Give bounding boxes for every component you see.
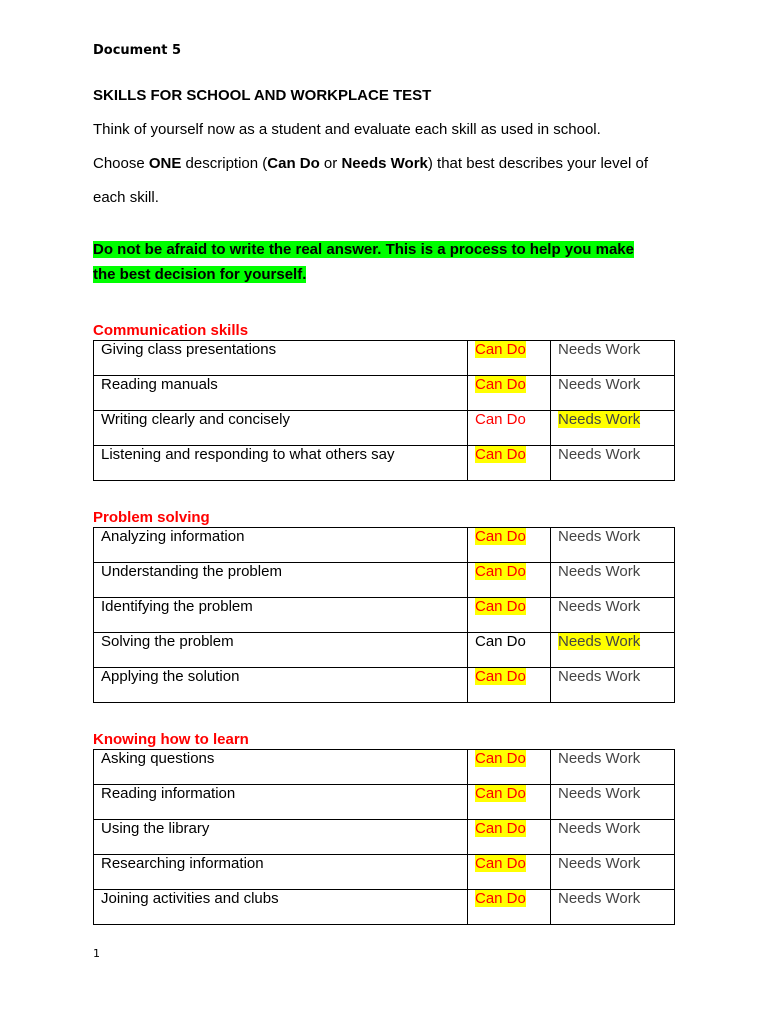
option-needs-work[interactable] <box>551 598 675 633</box>
option-needs-work-label: Needs Work <box>558 341 641 358</box>
option-can-do-label: Can Do <box>475 341 526 358</box>
skill-name: Giving class presentations <box>94 341 468 376</box>
skill-name: Researching information <box>94 855 468 890</box>
option-can-do-label: Can Do <box>475 785 526 802</box>
option-needs-work[interactable] <box>551 411 675 446</box>
option-can-do-label: Can Do <box>475 750 526 767</box>
page-title: SKILLS FOR SCHOOL AND WORKPLACE TEST <box>93 87 432 104</box>
table-row <box>94 411 675 446</box>
intro-line-1: Think of yourself now as a student and evaluate each skill as used in school. <box>93 121 601 138</box>
table-row <box>94 598 675 633</box>
option-can-do[interactable] <box>468 563 551 598</box>
option-can-do-label: Can Do <box>475 633 526 650</box>
option-can-do-label: Can Do <box>475 528 526 545</box>
option-needs-work[interactable] <box>551 668 675 703</box>
table-row <box>94 750 675 785</box>
option-can-do-label: Can Do <box>475 668 526 685</box>
option-can-do-label: Can Do <box>475 411 526 428</box>
option-needs-work[interactable] <box>551 855 675 890</box>
option-needs-work[interactable] <box>551 376 675 411</box>
skill-name: Reading information <box>94 785 468 820</box>
section-title-knowing-how-to-learn: Knowing how to learn <box>93 731 249 748</box>
skills-table-learning <box>93 749 675 925</box>
intro-text: Choose <box>93 155 149 172</box>
option-can-do[interactable] <box>468 890 551 925</box>
option-needs-work[interactable] <box>551 633 675 668</box>
table-row <box>94 668 675 703</box>
table-row <box>94 341 675 376</box>
intro-text: description ( <box>181 155 268 172</box>
option-can-do-label: Can Do <box>475 598 526 615</box>
note-line-1: Do not be afraid to write the real answer. This is a process to help you make <box>93 241 634 258</box>
option-needs-work[interactable] <box>551 563 675 598</box>
table-row <box>94 633 675 668</box>
option-can-do[interactable] <box>468 446 551 481</box>
intro-line-3: each skill. <box>93 189 159 206</box>
option-can-do[interactable] <box>468 341 551 376</box>
option-needs-work-label: Needs Work <box>558 820 641 837</box>
option-needs-work-label: Needs Work <box>558 528 641 545</box>
intro-emphasis-needs-work: Needs Work <box>341 155 428 172</box>
skill-name: Asking questions <box>94 750 468 785</box>
option-needs-work-label: Needs Work <box>558 411 641 428</box>
skill-name: Analyzing information <box>94 528 468 563</box>
skill-name: Listening and responding to what others say <box>94 446 468 481</box>
skill-name: Identifying the problem <box>94 598 468 633</box>
table-row <box>94 785 675 820</box>
skill-name: Using the library <box>94 820 468 855</box>
skill-name: Applying the solution <box>94 668 468 703</box>
option-can-do-label: Can Do <box>475 376 526 393</box>
option-can-do-label: Can Do <box>475 855 526 872</box>
skill-name: Understanding the problem <box>94 563 468 598</box>
option-can-do[interactable] <box>468 820 551 855</box>
table-row <box>94 376 675 411</box>
option-needs-work[interactable] <box>551 446 675 481</box>
skill-name: Solving the problem <box>94 633 468 668</box>
option-needs-work[interactable] <box>551 750 675 785</box>
intro-text: or <box>319 155 342 172</box>
highlighted-note <box>93 237 673 287</box>
option-needs-work-label: Needs Work <box>558 750 641 767</box>
option-can-do-label: Can Do <box>475 820 526 837</box>
intro-emphasis-one: ONE <box>148 155 182 172</box>
option-can-do[interactable] <box>468 855 551 890</box>
document-label: Document 5 <box>93 43 182 58</box>
section-title-communication: Communication skills <box>93 322 249 339</box>
option-needs-work-label: Needs Work <box>558 785 641 802</box>
table-row <box>94 446 675 481</box>
option-needs-work[interactable] <box>551 341 675 376</box>
table-row <box>94 563 675 598</box>
table-row <box>94 890 675 925</box>
skill-name: Writing clearly and concisely <box>94 411 468 446</box>
option-can-do-label: Can Do <box>475 890 526 907</box>
option-needs-work-label: Needs Work <box>558 598 641 615</box>
option-can-do[interactable] <box>468 376 551 411</box>
intro-emphasis-can-do: Can Do <box>267 155 320 172</box>
option-can-do[interactable] <box>468 411 551 446</box>
table-row <box>94 855 675 890</box>
option-needs-work[interactable] <box>551 820 675 855</box>
option-can-do-label: Can Do <box>475 563 526 580</box>
option-needs-work[interactable] <box>551 528 675 563</box>
option-needs-work-label: Needs Work <box>558 446 641 463</box>
option-needs-work-label: Needs Work <box>558 855 641 872</box>
option-needs-work-label: Needs Work <box>558 890 641 907</box>
option-needs-work[interactable] <box>551 785 675 820</box>
option-can-do[interactable] <box>468 598 551 633</box>
intro-line-2 <box>93 155 648 173</box>
option-can-do[interactable] <box>468 633 551 668</box>
page-number: 1 <box>93 947 100 960</box>
option-needs-work-label: Needs Work <box>558 633 641 650</box>
skills-table-communication <box>93 340 675 481</box>
option-needs-work-label: Needs Work <box>558 376 641 393</box>
skill-name: Reading manuals <box>94 376 468 411</box>
option-can-do[interactable] <box>468 668 551 703</box>
option-can-do-label: Can Do <box>475 446 526 463</box>
option-can-do[interactable] <box>468 785 551 820</box>
skills-table-problem-solving <box>93 527 675 703</box>
table-row <box>94 820 675 855</box>
option-needs-work-label: Needs Work <box>558 668 641 685</box>
option-needs-work-label: Needs Work <box>558 563 641 580</box>
note-line-2: the best decision for yourself. <box>93 266 307 283</box>
table-row <box>94 528 675 563</box>
section-title-problem-solving: Problem solving <box>93 509 210 526</box>
skill-name: Joining activities and clubs <box>94 890 468 925</box>
option-can-do[interactable] <box>468 528 551 563</box>
option-can-do[interactable] <box>468 750 551 785</box>
intro-text: ) that best describes your level of <box>427 155 648 172</box>
option-needs-work[interactable] <box>551 890 675 925</box>
